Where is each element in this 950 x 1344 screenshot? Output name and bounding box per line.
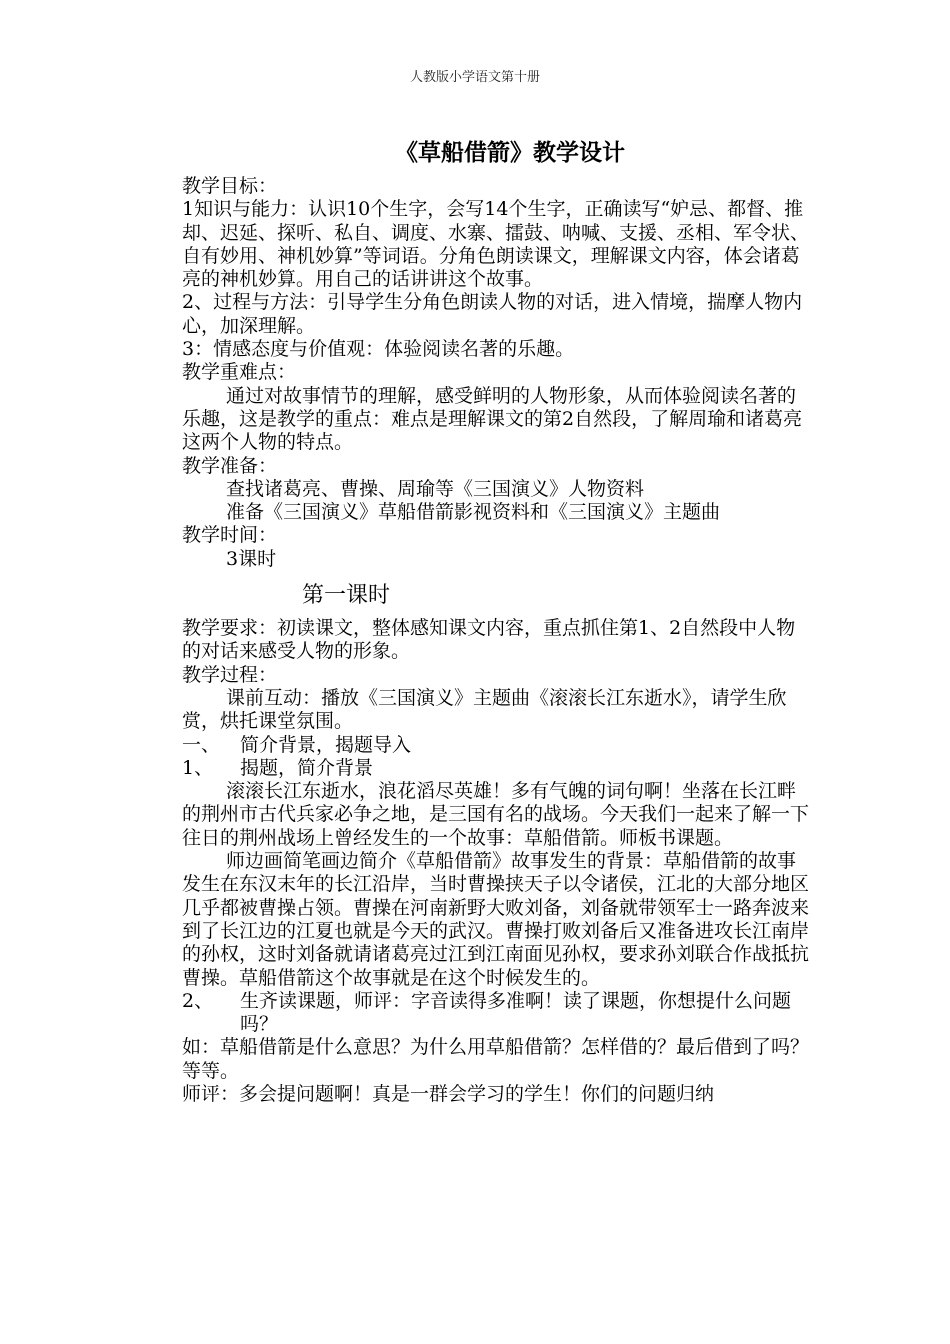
objective-item-2: 2、过程与方法：引导学生分角色朗读人物的对话，进入情境，揣摩人物内心，加深理解。 (182, 291, 803, 337)
preparation-line-2: 准备《三国演义》草船借箭影视资料和《三国演义》主题曲 (226, 501, 721, 524)
document-title: 《草船借箭》教学设计 (395, 139, 625, 166)
step-2 (182, 990, 812, 1037)
step-1-number: 1、 (182, 756, 214, 779)
process-heading: 教学过程： (182, 663, 278, 686)
paragraph-background: 师边画简笔画边简介《草船借箭》故事发生的背景：草船借箭的故事发生在东汉末年的长江沿岸，当时曹操挟天子以令诸侯，江北的大部分地区几乎都被曹操占领。曹操在河南新野大败刘备，刘备就带领军士一路奔波来到了长江边的江夏也就是今天的武汉。曹操打败刘备后又准备进攻长江南岸的孙权，这时刘备就请诸葛亮过江到江南面见孙权，要求孙刘联合作战抵抗曹操。草船借箭这个故事就是在这个时候发生的。 (182, 850, 810, 989)
lesson-1-requirement: 教学要求：初读课文，整体感知课文内容，重点抓住第1、2自然段中人物的对话来感受人物的形象。 (182, 617, 796, 663)
teacher-comment: 师评：多会提问题啊！真是一群会学习的学生！你们的问题归纳 (182, 1082, 715, 1105)
warmup-text: 课前互动：播放《三国演义》主题曲《滚滚长江东逝水》，请学生欣赏，烘托课堂氛围。 (182, 686, 787, 733)
example-questions: 如：草船借箭是什么意思？为什么用草船借箭？怎样借的？最后借到了吗？等等。 (182, 1036, 810, 1082)
preparation-line-1: 查找诸葛亮、曹操、周瑜等《三国演义》人物资料 (226, 477, 645, 500)
document-body (182, 175, 812, 1106)
step-1 (182, 757, 812, 780)
step-2-number: 2、 (182, 989, 214, 1012)
time-value: 3课时 (226, 547, 277, 570)
section-1-text: 简介背景，揭题导入 (240, 733, 412, 756)
objective-item-1: 1知识与能力：认识10个生字，会写14个生字，正确读写“妒忌、都督、推却、迟延、探听、私自、调度、水寨、擂鼓、呐喊、支援、丞相、军令状、自有妙用、神机妙算”等词语。分角色朗读课文，理解课文内容，体会诸葛亮的神机妙算。用自己的话讲讲这个故事。 (182, 198, 810, 291)
preparation-heading: 教学准备： (182, 454, 278, 477)
key-points-heading: 教学重难点： (182, 361, 297, 384)
objective-item-3: 3：情感态度与价值观：体验阅读名著的乐趣。 (182, 338, 575, 361)
paragraph-intro: 滚滚长江东逝水，浪花滔尽英雄！多有气魄的词句啊！坐落在长江畔的荆州市古代兵家必争之地，是三国有名的战场。今天我们一起来了解一下往日的荆州战场上曾经发生的一个故事：草船借箭。师板书课题。 (182, 780, 810, 849)
lesson-1-heading: 第一课时 (302, 583, 391, 609)
page-header: 人教版小学语文第十册 (409, 70, 540, 85)
time-heading: 教学时间： (182, 524, 278, 547)
section-1 (182, 734, 812, 757)
key-points-text: 通过对故事情节的理解，感受鲜明的人物形象，从而体验阅读名著的乐趣，这是教学的重点：难点是理解课文的第2自然段，了解周瑜和诸葛亮这两个人物的特点。 (182, 384, 803, 454)
objectives-heading: 教学目标： (182, 175, 278, 197)
step-1-text: 揭题，简介背景 (240, 756, 374, 779)
step-2-text: 生齐读课题，师评：字音读得多准啊！读了课题，你想提什么问题吗？ (240, 989, 792, 1036)
section-1-number: 一、 (182, 733, 221, 756)
